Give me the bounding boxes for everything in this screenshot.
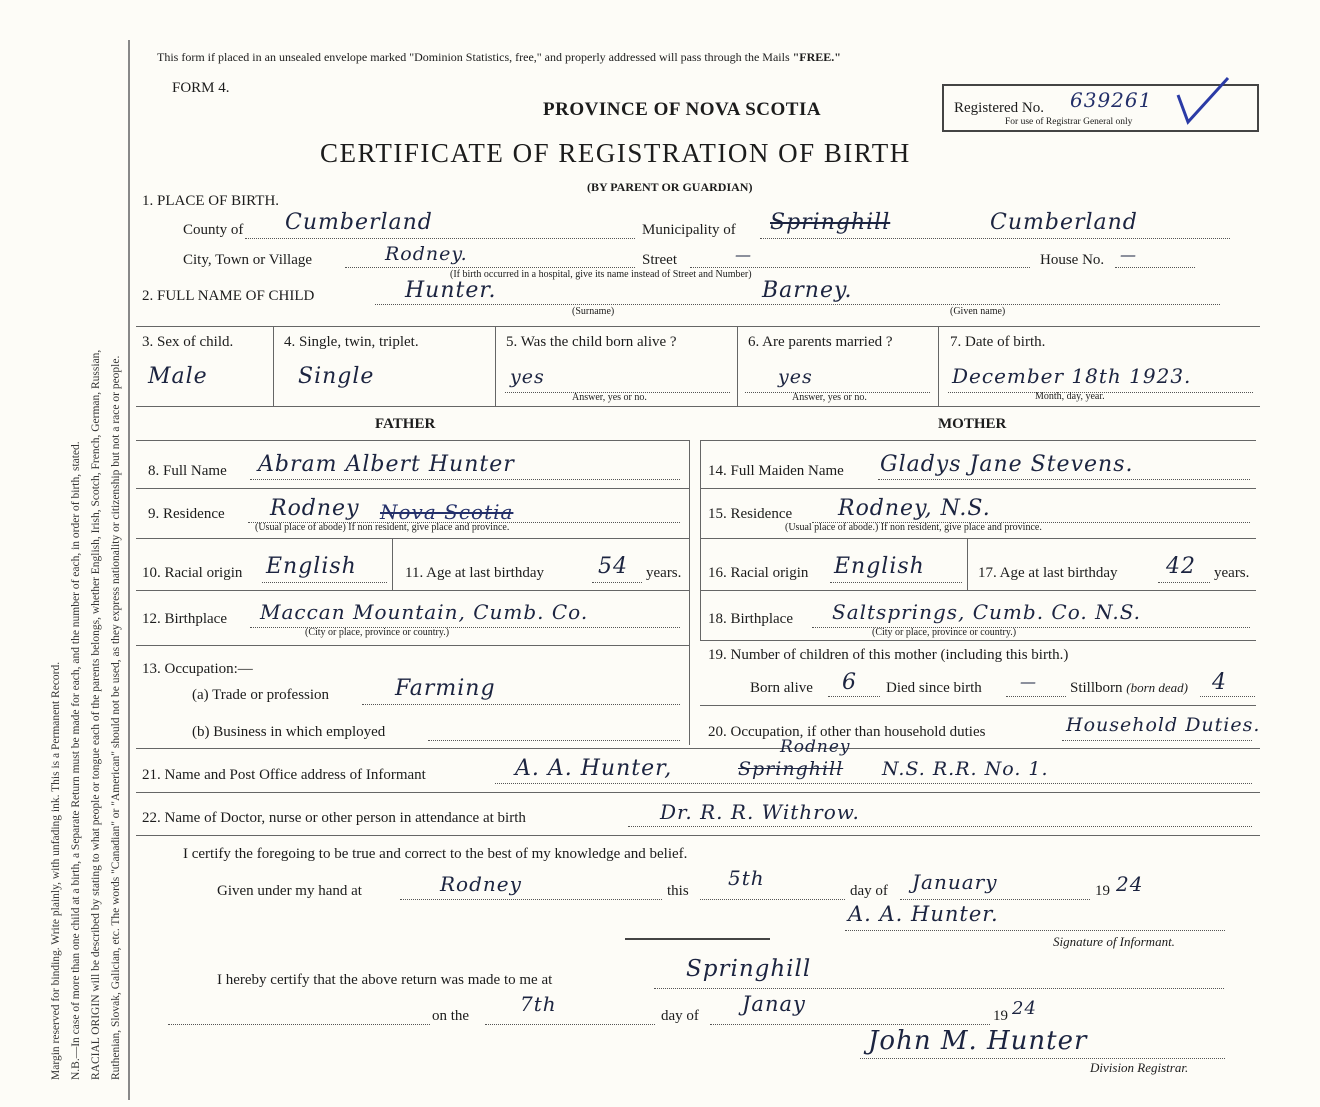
mother-heading: MOTHER: [938, 416, 1007, 432]
municipality-line: [760, 238, 1230, 239]
mother-occupation: Household Duties.: [1066, 714, 1261, 736]
mother-residence-caption: (Usual place of abode.) If non resident, give place and province.: [785, 522, 1042, 533]
municipality-label: Municipality of: [642, 222, 736, 238]
form-number: FORM 4.: [172, 80, 230, 96]
doctor-label: 22. Name of Doctor, nurse or other person in attendance at birth: [142, 810, 526, 826]
on-the-label: on the: [432, 1008, 470, 1024]
stillborn-line: [1200, 696, 1255, 697]
born-alive-count: 6: [842, 670, 857, 695]
father-residence-struck: Nova Scotia: [380, 500, 514, 524]
father-name-line: [250, 479, 680, 480]
informant-signature-line: [845, 930, 1225, 931]
registered-no-value: 639261: [1070, 88, 1153, 112]
m-line-3: [700, 590, 1256, 591]
child-name-label: 2. FULL NAME OF CHILD: [142, 288, 315, 304]
m-age-divider: [967, 538, 968, 590]
doctor-line: [628, 826, 1252, 827]
binding-margin-line: [128, 40, 130, 1100]
mother-occ-line: [1062, 740, 1252, 741]
trade-label: (a) Trade or profession: [192, 687, 330, 703]
sex-label: 3. Sex of child.: [142, 334, 234, 350]
mother-name-label: 14. Full Maiden Name: [708, 463, 844, 479]
given-under-hand-label: Given under my hand at: [217, 883, 362, 899]
father-right-border: [689, 440, 690, 745]
col-divider-3: [737, 326, 738, 406]
mother-occupation-label: 20. Occupation, if other than household duties: [708, 724, 986, 740]
dob-caption: Month, day, year.: [1035, 391, 1105, 402]
hospital-note: (If birth occurred in a hospital, give its name instead of Street and Number): [450, 269, 752, 280]
mother-residence: Rodney, N.S.: [838, 496, 991, 521]
father-heading-line: [136, 440, 689, 441]
m-line-1: [700, 488, 1256, 489]
father-name: Abram Albert Hunter: [258, 452, 515, 477]
father-residence-label: 9. Residence: [148, 506, 225, 522]
business-line: [428, 740, 680, 741]
informant-signature-caption: Signature of Informant.: [1053, 934, 1175, 949]
registrar-day: 7th: [520, 992, 557, 1016]
mother-residence-label: 15. Residence: [708, 506, 793, 522]
informant-label: 21. Name and Post Office address of Informant: [142, 767, 426, 783]
city-value: Rodney.: [385, 243, 468, 265]
died-line: [1006, 696, 1066, 697]
county-label: County of: [183, 222, 244, 238]
mother-birthplace-label: 18. Birthplace: [708, 611, 793, 627]
dob-value: December 18th 1923.: [952, 364, 1192, 388]
died-since-birth-label: Died since birth: [886, 680, 982, 696]
registrar-month: Janay: [742, 992, 806, 1016]
col-divider-2: [495, 326, 496, 406]
dob-label: 7. Date of birth.: [950, 334, 1046, 350]
registrar-statement: I hereby certify that the above return was made to me at: [217, 972, 553, 988]
place-of-birth-heading: 1. PLACE OF BIRTH.: [142, 193, 280, 209]
given-place: Rodney: [440, 872, 522, 896]
born-alive-question: 5. Was the child born alive ?: [506, 334, 677, 350]
stillborn-label: Stillborn (born dead): [1070, 680, 1189, 696]
street-line: [690, 267, 1030, 268]
m-line-4: [700, 640, 1256, 641]
row-bottom-line: [136, 406, 1260, 407]
informant-name: A. A. Hunter,: [515, 756, 673, 781]
col-divider-1: [273, 326, 274, 406]
given-year-prefix: 19: [1095, 883, 1110, 899]
city-line: [345, 267, 635, 268]
child-given-name: Barney.: [762, 278, 853, 303]
house-line: [1115, 267, 1195, 268]
margin-note-multiple-births: N.B.—In case of more than one child at a birth, a Separate Return must be made for each, and the number of each, in order of birth, stated.: [70, 441, 82, 1080]
house-label: House No.: [1040, 252, 1105, 268]
section-divider: [625, 938, 770, 940]
father-age-line: [592, 582, 642, 583]
given-month: January: [912, 870, 998, 894]
doctor-top-line: [136, 792, 1260, 793]
given-year: 24: [1116, 872, 1144, 896]
mother-race-line: [830, 582, 962, 583]
father-race-label: 10. Racial origin: [142, 565, 243, 581]
mother-heading-line: [700, 440, 1256, 441]
registrar-signature-line: [860, 1058, 1225, 1059]
mother-years: years.: [1214, 565, 1250, 581]
municipality-struck: Springhill: [770, 210, 891, 235]
born-alive-line: [828, 696, 880, 697]
died-since-birth-count: —: [1020, 672, 1037, 691]
municipality-value: Cumberland: [990, 210, 1138, 235]
child-name-line: [375, 304, 1220, 305]
given-place-line: [400, 899, 662, 900]
informant-line: [495, 783, 1252, 784]
informant-address-insert: Rodney: [780, 737, 851, 757]
col-divider-4: [938, 326, 939, 406]
surname-caption: (Surname): [572, 306, 615, 317]
registrar-signature-caption: Division Registrar.: [1090, 1060, 1189, 1075]
alive-caption: Answer, yes or no.: [572, 392, 647, 403]
f-age-divider: [392, 538, 393, 590]
father-age-label: 11. Age at last birthday: [405, 565, 544, 581]
registrar-year-prefix: 19: [993, 1008, 1008, 1024]
married-caption: Answer, yes or no.: [792, 392, 867, 403]
father-birthplace: Maccan Mountain, Cumb. Co.: [260, 600, 589, 624]
province-heading: PROVINCE OF NOVA SCOTIA: [543, 99, 822, 120]
street-label: Street: [642, 252, 677, 268]
registrar-general-note: For use of Registrar General only: [1005, 117, 1133, 127]
father-residence: Rodney: [270, 496, 360, 521]
sex-value: Male: [148, 364, 208, 389]
mother-race-label: 16. Racial origin: [708, 565, 809, 581]
business-label: (b) Business in which employed: [192, 724, 386, 740]
certificate-title: CERTIFICATE OF REGISTRATION OF BIRTH: [320, 138, 911, 168]
mother-race: English: [834, 554, 925, 579]
mother-birthplace-caption: (City or place, province or country.): [872, 627, 1017, 638]
given-name-caption: (Given name): [950, 306, 1006, 317]
given-day-of-label: day of: [850, 883, 888, 899]
certify-statement: I certify the foregoing to be true and correct to the best of my knowledge and belief.: [183, 846, 688, 862]
postal-note: This form if placed in an unsealed envelope marked "Dominion Statistics, free," and properly addressed will pass through the Mails "FREE.": [157, 50, 841, 64]
informant-address: N.S. R.R. No. 1.: [882, 758, 1049, 780]
father-race: English: [266, 554, 357, 579]
county-line: [245, 238, 635, 239]
registered-no-label: Registered No.: [954, 100, 1044, 116]
father-birthplace-caption: (City or place, province or country.): [305, 627, 450, 638]
informant-top-line: [136, 748, 1260, 749]
m-line-5: [700, 705, 1256, 706]
county-value: Cumberland: [285, 210, 433, 235]
doctor-name: Dr. R. R. Withrow.: [660, 800, 860, 824]
mother-age-label: 17. Age at last birthday: [978, 565, 1118, 581]
house-value: —: [1120, 245, 1137, 264]
trade-value: Farming: [395, 676, 496, 701]
registrar-signature: John M. Hunter: [868, 1026, 1088, 1056]
given-month-line: [900, 899, 1090, 900]
registrar-month-line: [710, 1024, 990, 1025]
father-heading: FATHER: [375, 416, 436, 432]
given-day-line: [700, 899, 845, 900]
doctor-bottom-line: [136, 835, 1260, 836]
given-day: 5th: [728, 866, 765, 890]
informant-address-struck: Springhill: [738, 758, 844, 780]
father-years: years.: [646, 565, 682, 581]
father-race-line: [262, 582, 387, 583]
street-value: —: [735, 245, 752, 264]
child-surname: Hunter.: [405, 278, 497, 303]
plurality-label: 4. Single, twin, triplet.: [284, 334, 419, 350]
mother-left-border: [700, 440, 701, 640]
mother-age-line: [1158, 582, 1210, 583]
city-label: City, Town or Village: [183, 252, 313, 268]
trade-line: [362, 704, 680, 705]
f-line-1: [136, 488, 689, 489]
registrar-day-line: [485, 1024, 655, 1025]
mother-name: Gladys Jane Stevens.: [880, 452, 1134, 477]
margin-note-racial-origin-2: Ruthenian, Slovak, Galician, etc. The words "Canadian" or "American" should not be used, as they express nationality or citizenship but not a race or people.: [110, 355, 122, 1080]
occupation-label: 13. Occupation:—: [142, 661, 253, 677]
registrar-year: 24: [1012, 998, 1037, 1019]
mother-birthplace: Saltsprings, Cumb. Co. N.S.: [832, 600, 1142, 624]
this-label: this: [667, 883, 689, 899]
registrar-place: Springhill: [686, 956, 812, 982]
married-question: 6. Are parents married ?: [748, 334, 893, 350]
f-line-2: [136, 538, 689, 539]
father-age: 54: [598, 554, 628, 579]
informant-signature: A. A. Hunter.: [848, 902, 999, 926]
plurality-value: Single: [298, 364, 375, 389]
father-birthplace-label: 12. Birthplace: [142, 611, 227, 627]
margin-note-binding: Margin reserved for binding. Write plainly, with unfading ink. This is a Permanent Record.: [50, 661, 62, 1080]
born-alive-value: yes: [510, 366, 545, 388]
margin-note-racial-origin-1: RACIAL ORIGIN will be described by stating to what people or tongue each of the parents belongs, whether English, Irish, Scotch, French, German, Russian,: [90, 349, 102, 1080]
born-alive-label: Born alive: [750, 680, 813, 696]
registrar-day-of-label: day of: [661, 1008, 699, 1024]
checkmark-icon: [1170, 70, 1240, 130]
father-residence-caption: (Usual place of abode) If non resident, give place and province.: [255, 522, 510, 533]
mother-name-line: [878, 479, 1250, 480]
f-line-3: [136, 590, 689, 591]
registrar-place-line: [654, 988, 1224, 989]
m-line-2: [700, 538, 1256, 539]
married-value: yes: [778, 366, 813, 388]
registrar-lead-line: [168, 1024, 430, 1025]
stillborn-count: 4: [1212, 670, 1227, 695]
f-line-4: [136, 645, 689, 646]
mother-age: 42: [1166, 554, 1196, 579]
row-top-line: [136, 326, 1260, 327]
children-count-label: 19. Number of children of this mother (including this birth.): [708, 647, 1069, 663]
father-name-label: 8. Full Name: [148, 463, 227, 479]
certificate-subtitle: (BY PARENT OR GUARDIAN): [587, 180, 753, 194]
